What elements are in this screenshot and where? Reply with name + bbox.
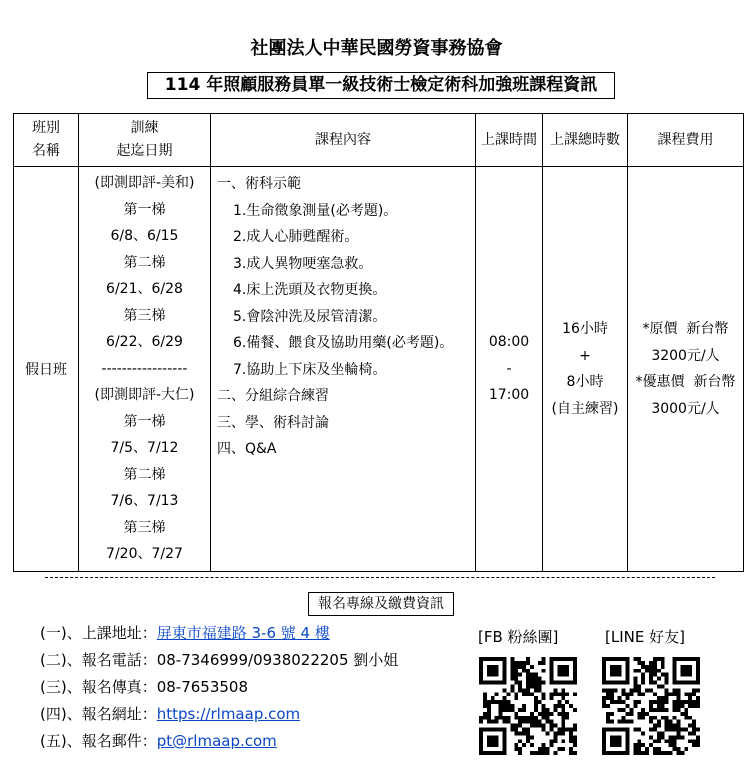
header-dates-line1: 訓練: [130, 120, 159, 136]
date-line: 7/6、7/13: [110, 493, 179, 510]
header-content: 課程內容: [211, 114, 476, 167]
fee-discount-label: *優惠價 新台幣: [635, 374, 736, 390]
section-divider: [45, 577, 715, 578]
fax-label: (三)、報名傳真：: [40, 678, 157, 696]
date-line: 第一梯: [123, 413, 166, 430]
date-line: 6/8、6/15: [110, 228, 179, 245]
time-start: 08:00: [488, 334, 530, 351]
website-row: [40, 701, 398, 728]
website-label: (四)、報名網址：: [40, 705, 157, 723]
content-heading: 一、術科示範: [217, 176, 301, 192]
date-line: 6/21、6/28: [106, 281, 183, 298]
date-line: (即測即評-大仁): [94, 387, 195, 404]
content-heading: 三、學、術科討論: [217, 414, 329, 431]
content-item: 2.成人心肺甦醒術。: [233, 229, 359, 245]
hours-extra: 8小時: [566, 374, 604, 390]
time-end: 17:00: [488, 387, 530, 404]
date-line: 第三梯: [123, 519, 166, 536]
hours-plus: +: [579, 347, 591, 364]
header-class-line1: 班別: [32, 120, 60, 136]
date-separator: -----------------: [101, 360, 188, 377]
date-line: 第一梯: [123, 201, 166, 218]
address-row: [40, 620, 398, 647]
fee-discount-value: 3000元/人: [651, 400, 720, 417]
date-line: (即測即評-美和): [94, 175, 195, 192]
header-fee: 課程費用: [628, 114, 744, 167]
date-line: 第二梯: [123, 466, 166, 483]
content-item: 3.成人異物哽塞急救。: [233, 255, 373, 272]
email-link[interactable]: pt@rlmaap.com: [156, 732, 277, 750]
content-item: 7.協助上下床及坐輪椅。: [233, 361, 387, 378]
fax-value: 08-7653508: [156, 678, 249, 696]
table-header-row: [14, 114, 744, 167]
header-class: [14, 114, 79, 167]
hours-note: (自主練習): [551, 400, 619, 417]
address-link[interactable]: 屏東市福建路 3-6 號 4 樓: [156, 624, 330, 642]
hours-main: 16小時: [562, 321, 608, 337]
phone-label: (二)、報名電話：: [40, 651, 157, 669]
header-class-line2: 名稱: [32, 143, 60, 159]
table-row: [14, 167, 744, 572]
phone-row: [40, 647, 398, 674]
content-heading: 四、Q&A: [217, 441, 277, 457]
time-separator: -: [506, 360, 512, 377]
course-content-cell: [211, 167, 476, 572]
website-link[interactable]: https://rlmaap.com: [156, 705, 301, 723]
content-item: 4.床上洗頭及衣物更換。: [233, 282, 387, 298]
line-qr-label: [LINE 好友]: [605, 628, 685, 646]
fax-row: [40, 674, 398, 701]
course-fee-cell: [628, 167, 744, 572]
header-dates: [79, 114, 211, 167]
line-qr-code-icon[interactable]: [601, 657, 701, 755]
total-hours-cell: [543, 167, 628, 572]
date-line: 7/20、7/27: [106, 546, 183, 563]
phone-value: 08-7346999/0938022205 劉小姐: [156, 651, 399, 669]
course-title: 114 年照顧服務員單一級技術士檢定術科加強班課程資訊: [147, 72, 615, 99]
email-row: [40, 728, 398, 755]
header-dates-line2: 起迄日期: [116, 143, 173, 159]
header-hours: 上課總時數: [543, 114, 628, 167]
header-time: 上課時間: [476, 114, 543, 167]
content-item: 6.備餐、餵食及協助用藥(必考題)。: [233, 335, 454, 351]
address-label: (一)、上課地址：: [40, 624, 157, 642]
date-line: 第二梯: [123, 254, 166, 271]
course-schedule-table: [13, 113, 744, 572]
fb-qr-label: [FB 粉絲團]: [478, 628, 559, 646]
fee-original-value: 3200元/人: [651, 347, 720, 364]
date-line: 6/22、6/29: [106, 334, 183, 351]
registration-title: 報名專線及繳費資訊: [308, 592, 454, 616]
class-time-cell: [476, 167, 543, 572]
organization-title: 社團法人中華民國勞資事務協會: [250, 38, 503, 59]
content-item: 5.會陰沖洗及尿管清潔。: [233, 308, 387, 325]
date-line: 7/5、7/12: [110, 440, 179, 457]
dates-cell: [79, 167, 211, 572]
fee-original-label: *原價 新台幣: [642, 321, 729, 337]
fb-qr-code-icon[interactable]: [478, 657, 578, 755]
date-line: 第三梯: [123, 307, 166, 324]
content-item: 1.生命徵象測量(必考題)。: [233, 202, 398, 219]
email-label: (五)、報名郵件：: [40, 732, 157, 750]
content-heading: 二、分組綜合練習: [217, 388, 329, 404]
registration-info: [40, 620, 398, 755]
class-name-cell: 假日班: [14, 167, 79, 572]
